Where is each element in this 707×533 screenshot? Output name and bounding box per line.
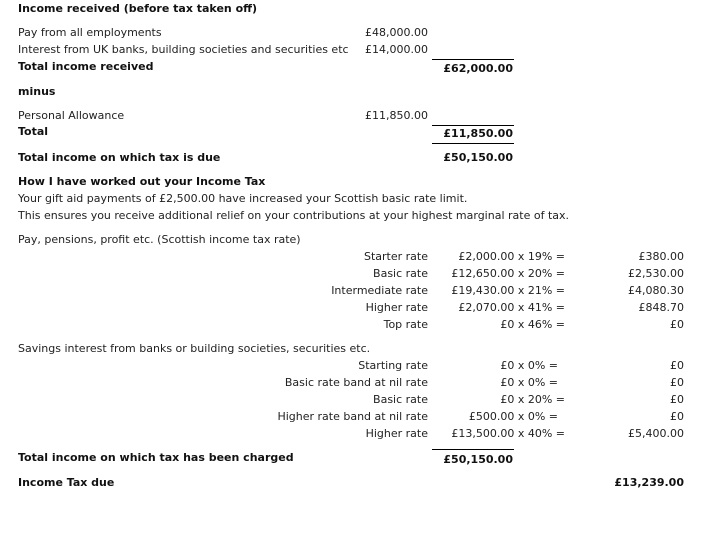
pay-band-tax: £2,530.00 (628, 267, 684, 280)
pay-band-tax: £4,080.30 (628, 284, 684, 297)
allowance-value: £11,850.00 (365, 109, 428, 122)
taxable-label: Total income on which tax is due (18, 151, 221, 164)
total-rule (432, 59, 514, 60)
pay-label: Pay from all employments (18, 26, 162, 39)
pay-band-calc: £12,650.00 x 20% = (451, 267, 565, 280)
pay-band-label: Intermediate rate (331, 284, 428, 297)
interest-value: £14,000.00 (365, 43, 428, 56)
allowance-label: Personal Allowance (18, 109, 125, 122)
pay-band-label: Starter rate (363, 250, 428, 263)
pay-band-calc: £19,430.00 x 21% = (451, 284, 565, 297)
pay-section-label: Pay, pensions, profit etc. (Scottish income tax rate) (18, 233, 301, 246)
gift-aid-note: Your gift aid payments of £2,500.00 have increased your Scottish basic rate limit. (18, 192, 468, 205)
interest-label: Interest from UK banks, building societies and securities etc (18, 43, 349, 56)
pay-band-label: Higher rate (365, 301, 428, 314)
tax-due-label: Income Tax due (18, 476, 115, 489)
charged-label: Total income on which tax has been charged (18, 451, 294, 464)
savings-band-calc: £500.00 x 0% = (468, 410, 558, 423)
savings-band-label: Higher rate band at nil rate (277, 410, 428, 423)
savings-band-tax: £0 (670, 359, 684, 372)
workings-heading: How I have worked out your Income Tax (18, 175, 266, 188)
minus-total-value: £11,850.00 (443, 127, 513, 140)
savings-section-label: Savings interest from banks or building societies, securities etc. (18, 342, 371, 355)
pay-band-calc: £2,070.00 x 41% = (458, 301, 565, 314)
pay-band-calc: £2,000.00 x 19% = (458, 250, 565, 263)
savings-band-tax: £0 (670, 393, 684, 406)
pay-band-tax: £848.70 (638, 301, 684, 314)
pay-band-label: Top rate (383, 318, 428, 331)
charged-rule (432, 449, 514, 450)
minus-total-label: Total (18, 125, 49, 138)
taxable-value: £50,150.00 (443, 151, 513, 164)
savings-band-calc: £0 x 0% = (500, 376, 558, 389)
pay-band-calc: £0 x 46% = (500, 318, 565, 331)
savings-band-calc: £0 x 20% = (500, 393, 565, 406)
minus-total-rule (432, 143, 514, 144)
savings-band-label: Starting rate (358, 359, 428, 372)
savings-band-calc: £0 x 0% = (500, 359, 558, 372)
pay-band-tax: £0 (670, 318, 684, 331)
savings-band-label: Basic rate band at nil rate (284, 376, 428, 389)
savings-band-label: Higher rate (365, 427, 428, 440)
savings-band-tax: £0 (670, 410, 684, 423)
tax-due-value: £13,239.00 (614, 476, 684, 489)
savings-band-calc: £13,500.00 x 40% = (451, 427, 565, 440)
savings-band-tax: £5,400.00 (628, 427, 684, 440)
pay-band-label: Basic rate (373, 267, 428, 280)
allowance-rule (432, 125, 514, 126)
charged-value: £50,150.00 (443, 453, 513, 466)
relief-note: This ensures you receive additional relief on your contributions at your highest marginal rate of tax. (18, 209, 569, 222)
minus-label: minus (18, 85, 56, 98)
savings-band-tax: £0 (670, 376, 684, 389)
income-heading: Income received (before tax taken off) (18, 2, 258, 15)
total-income-label: Total income received (18, 60, 154, 73)
pay-value: £48,000.00 (365, 26, 428, 39)
pay-band-tax: £380.00 (638, 250, 684, 263)
savings-band-label: Basic rate (373, 393, 428, 406)
total-income-value: £62,000.00 (443, 62, 513, 75)
